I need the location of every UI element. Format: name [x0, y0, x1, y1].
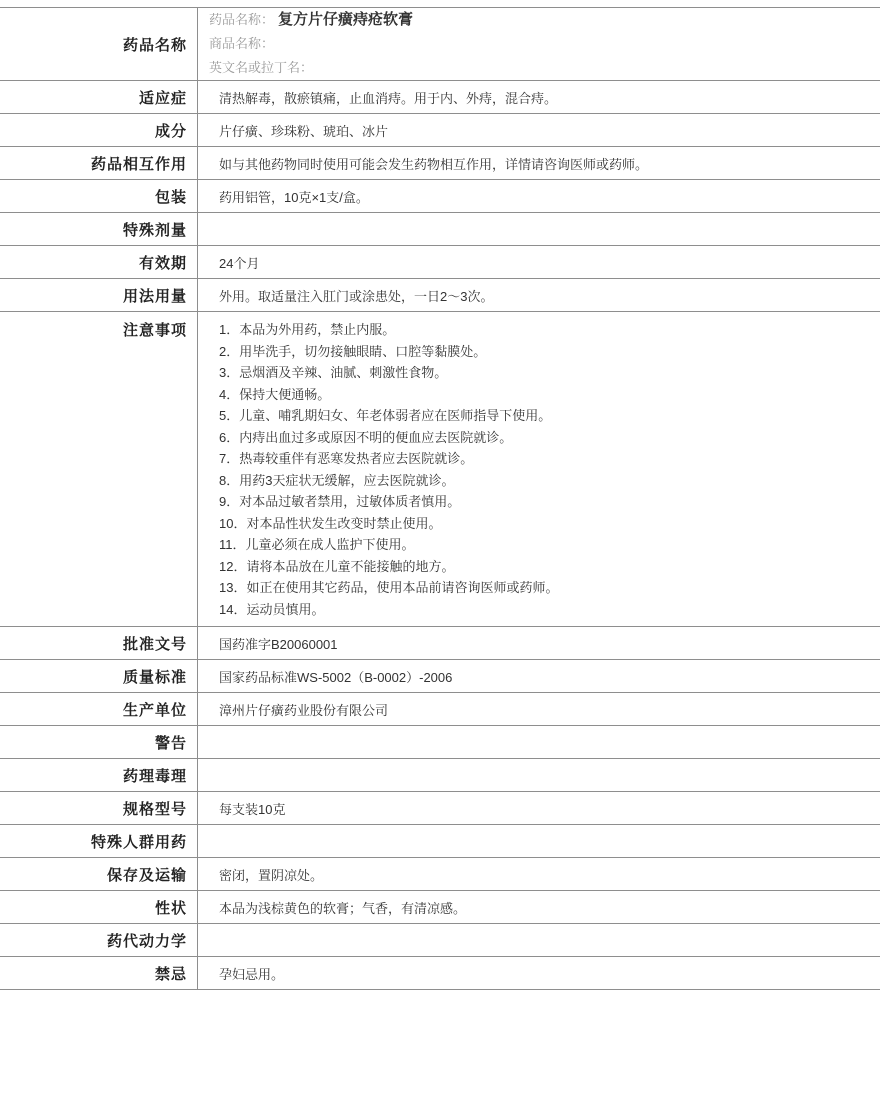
row-label-drug-name: 药品名称 — [0, 8, 198, 80]
precaution-item: 10．对本品性状发生改变时禁止使用。 — [219, 515, 442, 531]
row-value: 如与其他药物同时使用可能会发生药物相互作用，详情请咨询医师或药师。 — [219, 156, 649, 172]
english-name-line — [209, 56, 317, 80]
table-row-warning — [0, 725, 880, 758]
trade-name-line — [209, 32, 278, 56]
row-label: 药品相互作用 — [0, 147, 198, 179]
row-label: 特殊剂量 — [0, 213, 198, 245]
precaution-item: 2．用毕洗手，切勿接触眼睛、口腔等黏膜处。 — [219, 343, 487, 359]
precaution-item: 5．儿童、哺乳期妇女、年老体弱者应在医师指导下使用。 — [219, 408, 552, 423]
row-label: 生产单位 — [0, 693, 198, 725]
row-label: 药理毒理 — [0, 759, 198, 791]
table-row-special-populations — [0, 824, 880, 857]
row-label: 保存及运输 — [0, 858, 198, 890]
table-row-drug-name — [0, 7, 880, 80]
row-value — [198, 759, 880, 791]
table-row-pharmacology-toxicology — [0, 758, 880, 791]
table-row-manufacturer — [0, 692, 880, 725]
row-value: 外用。取适量注入肛门或涂患处，一日2～3次。 — [219, 288, 494, 304]
precaution-item: 6．内痔出血过多或原因不明的便血应去医院就诊。 — [219, 429, 513, 445]
table-row-dosage-usage — [0, 278, 880, 311]
precaution-item: 7．热毒较重伴有恶寒发热者应去医院就诊。 — [219, 451, 474, 466]
row-label: 包装 — [0, 180, 198, 212]
table-row-shelf-life — [0, 245, 880, 278]
table-row-pharmacokinetics — [0, 923, 880, 956]
table-row-quality-standard — [0, 659, 880, 692]
drug-name-text: 复方片仔癀痔疮软膏 — [278, 11, 414, 28]
precaution-item: 3．忌烟酒及辛辣、油腻、刺激性食物。 — [219, 365, 448, 380]
trade-name-key: 商品名称： — [209, 36, 275, 51]
table-row-ingredients — [0, 113, 880, 146]
row-value: 国家药品标准WS-5002（B-0002）-2006 — [219, 669, 453, 685]
precaution-item: 12．请将本品放在儿童不能接触的地方。 — [219, 558, 455, 574]
row-value: 本品为浅棕黄色的软膏；气香，有清凉感。 — [219, 900, 467, 916]
row-value — [198, 213, 880, 245]
precaution-item: 11．儿童必须在成人监护下使用。 — [219, 537, 415, 552]
row-value: 密闭，置阴凉处。 — [219, 867, 324, 883]
row-label: 规格型号 — [0, 792, 198, 824]
drug-info-page — [0, 7, 880, 1117]
row-label: 药代动力学 — [0, 924, 198, 956]
table-row-indications — [0, 80, 880, 113]
drug-info-table — [0, 7, 880, 990]
table-row-storage-transport — [0, 857, 880, 890]
row-label: 注意事项 — [0, 312, 198, 626]
precaution-item: 9．对本品过敏者禁用，过敏体质者慎用。 — [219, 494, 461, 509]
row-value — [198, 726, 880, 758]
precaution-item: 1．本品为外用药，禁止内服。 — [219, 322, 396, 337]
row-value: 24个月 — [219, 255, 260, 271]
row-label: 用法用量 — [0, 279, 198, 311]
row-value: 孕妇忌用。 — [219, 966, 285, 982]
table-row-packaging — [0, 179, 880, 212]
row-label: 性状 — [0, 891, 198, 923]
row-value: 漳州片仔癀药业股份有限公司 — [219, 702, 389, 718]
table-row-contraindications — [0, 956, 880, 989]
row-value: 每支装10克 — [219, 801, 286, 817]
row-label: 适应症 — [0, 81, 198, 113]
english-name-key: 英文名或拉丁名： — [209, 60, 314, 75]
row-value: 药用铝管，10克×1支/盒。 — [219, 189, 369, 205]
table-row-precautions — [0, 311, 880, 626]
row-value-drug-name — [198, 8, 880, 80]
table-row-description — [0, 890, 880, 923]
row-label: 警告 — [0, 726, 198, 758]
precaution-item: 14．运动员慎用。 — [219, 601, 325, 617]
row-label: 质量标准 — [0, 660, 198, 692]
precautions-list — [198, 312, 880, 626]
drug-name-line — [209, 8, 413, 32]
table-row-approval-number — [0, 626, 880, 659]
row-value: 清热解毒，散瘀镇痛，止血消痔。用于内、外痔，混合痔。 — [219, 90, 558, 106]
table-row-special-dosage — [0, 212, 880, 245]
precaution-item: 4．保持大便通畅。 — [219, 386, 331, 402]
row-label: 特殊人群用药 — [0, 825, 198, 857]
row-label: 批准文号 — [0, 627, 198, 659]
row-label: 有效期 — [0, 246, 198, 278]
table-row-drug-interactions — [0, 146, 880, 179]
drug-name-key: 药品名称： — [209, 12, 275, 27]
row-label: 禁忌 — [0, 957, 198, 989]
row-value — [198, 924, 880, 956]
precaution-item: 13．如正在使用其它药品，使用本品前请咨询医师或药师。 — [219, 580, 559, 595]
row-value: 片仔癀、珍珠粉、琥珀、冰片 — [219, 123, 389, 139]
precaution-item: 8．用药3天症状无缓解，应去医院就诊。 — [219, 472, 455, 488]
row-value: 国药准字B20060001 — [219, 636, 338, 652]
row-value — [198, 825, 880, 857]
row-label: 成分 — [0, 114, 198, 146]
table-row-specification — [0, 791, 880, 824]
